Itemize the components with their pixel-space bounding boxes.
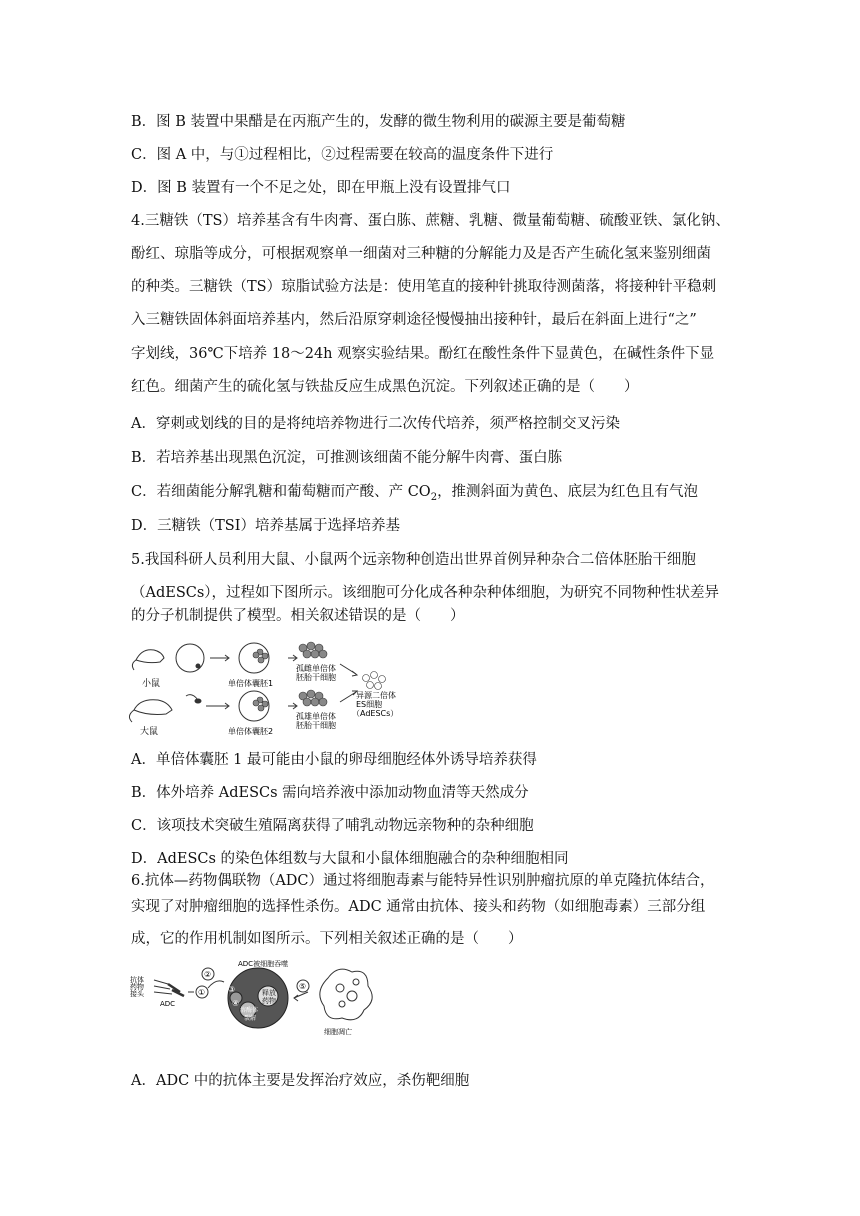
q6-stem-line: 实现了对肿瘤细胞的选择性杀伤。ADC 通常由抗体、接头和药物（如细胞毒素）三部分组	[131, 899, 706, 915]
q3-option-d: D．图 B 装置有一个不足之处，即在甲瓶上没有设置排气口	[131, 180, 511, 196]
q5-option-c: C．该项技术突破生殖隔离获得了哺乳动物远亲物种的杂种细胞	[131, 818, 534, 834]
q4-option-b: B．若培养基出现黑色沉淀，可推测该细菌不能分解牛肉膏、蛋白胨	[131, 450, 563, 466]
oocyte-icon	[176, 644, 204, 672]
q4-stem-line: 入三糖铁固体斜面培养基内，然后沿原穿刺途径慢慢抽出接种针，最后在斜面上进行“之”	[131, 312, 697, 328]
lysosome-label: 溶酶体	[240, 1007, 259, 1014]
q5-stem-line: 5.我国科研人员利用大鼠、小鼠两个远亲物种创造出世界首例异种杂合二倍体胚胎干细胞	[131, 552, 696, 568]
step-3-number: ③	[228, 985, 236, 994]
q5-option-d: D．AdESCs 的染色体组数与大鼠和小鼠体细胞融合的杂种细胞相同	[131, 851, 569, 867]
male-stem-cells-label: 孤雄单倍体	[296, 712, 336, 721]
adescs-label: 异源二倍体	[356, 691, 396, 700]
q6-mechanism-figure	[128, 958, 378, 1038]
engulfed-label: ADC被细胞吞噬	[238, 960, 289, 968]
q4-option-c-text: C．若细菌能分解乳糖和葡萄糖而产酸、产 CO	[131, 484, 431, 500]
step-5-number: ⑤	[299, 982, 307, 991]
antibody-label: 抗体	[130, 976, 144, 984]
female-stem-cells-label-2: 胚胎干细胞	[296, 673, 336, 682]
adc-label: ADC	[160, 1000, 176, 1008]
adescs-label-3: （AdESCs）	[352, 709, 399, 718]
q3-option-b: B．图 B 装置中果醋是在丙瓶产生的，发酵的微生物利用的碳源主要是葡萄糖	[131, 114, 626, 130]
q4-option-a: A．穿刺或划线的目的是将纯培养物进行二次传代培养，须严格控制交叉污染	[131, 416, 620, 432]
step-4-number: ④	[232, 999, 240, 1008]
rat-label: 大鼠	[140, 727, 159, 737]
apoptotic-cell-icon	[320, 969, 372, 1020]
q4-option-c	[131, 482, 698, 508]
q6-stem-line: 6.抗体—药物偶联物（ADC）通过将细胞毒素与能特异性识别肿瘤抗原的单克隆抗体结合，	[131, 873, 715, 889]
q4-stem-line: 的种类。三糖铁（TS）琼脂试验方法是：使用笔直的接种针挑取待测菌落，将接种针平稳刺	[131, 279, 717, 295]
q4-stem-line: 红色。细菌产生的硫化氢与铁盐反应生成黑色沉淀。下列叙述正确的是（ ）	[131, 379, 639, 395]
drug-label: 药物	[130, 983, 144, 991]
release-drug-label: 释放	[262, 989, 276, 997]
q4-stem-line: 4.三糖铁（TS）培养基含有牛肉膏、蛋白胨、蔗糖、乳糖、微量葡萄糖、硫酸亚铁、氯化钠、	[131, 213, 730, 229]
blastocyst-1-label: 单倍体囊胚1	[228, 679, 274, 688]
mouse-label: 小鼠	[142, 679, 161, 689]
linker-label: 接头	[130, 990, 144, 998]
q5-process-figure	[128, 638, 428, 738]
step-2-number: ②	[204, 970, 212, 979]
q4-option-d: D．三糖铁（TSI）培养基属于选择培养基	[131, 518, 400, 534]
q4-option-c-subscript: 2	[430, 491, 438, 503]
q3-option-c: C．图 A 中，与①过程相比，②过程需要在较高的温度条件下进行	[131, 147, 554, 163]
adescs-label-2: ES细胞	[356, 700, 383, 709]
q4-option-c-text-tail: ，推测斜面为黄色、底层为红色且有气泡	[437, 484, 699, 500]
mouse-icon	[136, 650, 164, 663]
cell-death-label: 细胞凋亡	[324, 1028, 352, 1036]
step-1-number: ①	[198, 988, 206, 997]
q5-stem-line: 的分子机制提供了模型。相关叙述错误的是（ ）	[131, 608, 465, 624]
q6-option-a: A．ADC 中的抗体主要是发挥治疗效应，杀伤靶细胞	[131, 1073, 470, 1089]
q6-stem-line: 成，它的作用机制如图所示。下列相关叙述正确的是（ ）	[131, 931, 523, 947]
male-stem-cells-label-2: 胚胎干细胞	[296, 721, 336, 730]
q4-stem-line: 酚红、琼脂等成分，可根据观察单一细菌对三种糖的分解能力及是否产生硫化氢来鉴别细菌	[131, 246, 711, 262]
q4-stem-line: 字划线，36℃下培养 18～24h 观察实验结果。酚红在酸性条件下显黄色，在碱性条件下显	[131, 346, 715, 362]
lysosome-label-2: 裂解	[244, 1015, 257, 1022]
q5-stem-line: （AdESCs），过程如下图所示。该细胞可分化成各种杂种体细胞，为研究不同物种性状差异	[131, 585, 720, 601]
female-stem-cells-label: 孤雌单倍体	[296, 664, 336, 673]
blastocyst-2-label: 单倍体囊胚2	[228, 727, 274, 736]
q5-option-b: B．体外培养 AdESCs 需向培养液中添加动物血清等天然成分	[131, 785, 529, 801]
rat-icon	[134, 700, 172, 715]
release-drug-label-2: 药物	[262, 997, 276, 1005]
q5-option-a: A．单倍体囊胚 1 最可能由小鼠的卵母细胞经体外诱导培养获得	[131, 752, 537, 768]
